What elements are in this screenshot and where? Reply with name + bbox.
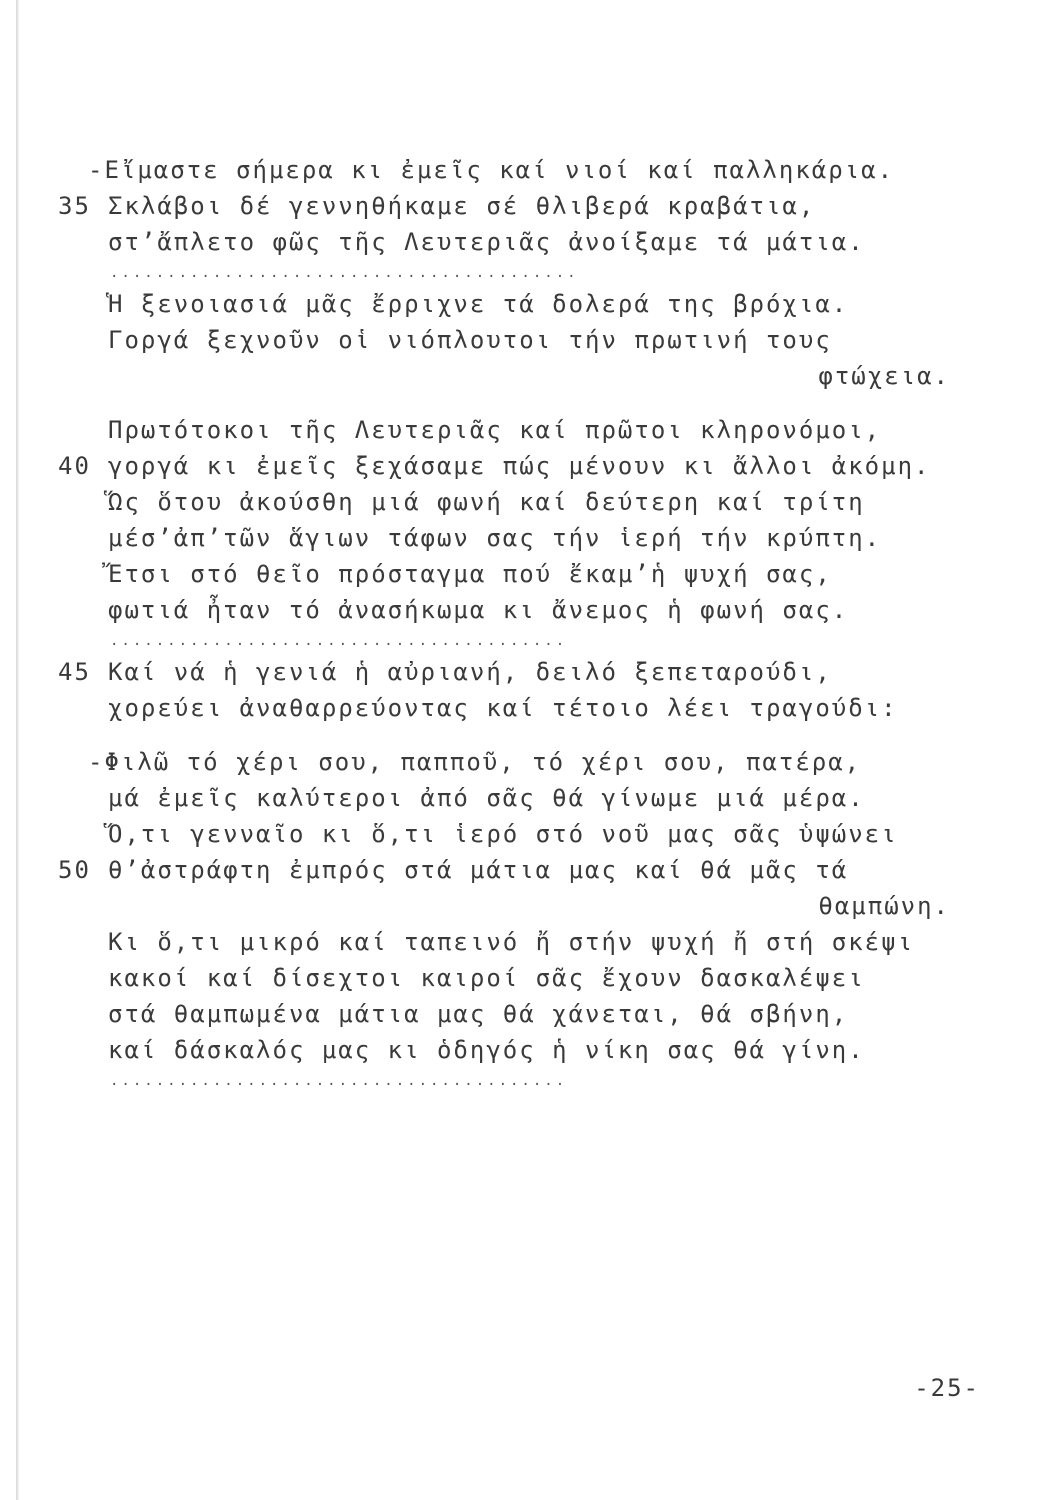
verse-text: -Εἴμαστε σήμερα κι ἐμεῖς καί νιοί καί παλληκάρια. bbox=[88, 156, 895, 184]
separator-text: ........................................ bbox=[110, 1073, 568, 1089]
verse-text: θαμπώνη. bbox=[818, 892, 950, 920]
verse-line bbox=[0, 1032, 1062, 1068]
verse-line bbox=[0, 520, 1062, 556]
verse-line bbox=[0, 286, 1062, 322]
verse-text: φωτιά ἦταν τό ἀνασήκωμα κι ἄνεμος ἡ φωνή σας. bbox=[108, 596, 849, 624]
verse-line bbox=[0, 412, 1062, 448]
verse-line-continuation bbox=[0, 358, 1062, 394]
verse-text: Καί νά ἡ γενιά ἡ αὐριανή, δειλό ξεπεταρούδι, bbox=[108, 658, 832, 686]
stanza-gap bbox=[0, 394, 1062, 412]
separator-text: ........................................ bbox=[110, 633, 568, 649]
separator-dots bbox=[0, 260, 1062, 286]
verse-line bbox=[0, 152, 1062, 188]
verse-text: Ὥς ὅτου ἀκούσθη μιά φωνή καί δεύτερη καί τρίτη bbox=[108, 488, 865, 516]
verse-line bbox=[0, 780, 1062, 816]
verse-line bbox=[0, 924, 1062, 960]
verse-line bbox=[0, 592, 1062, 628]
verse-line bbox=[0, 224, 1062, 260]
verse-text: κακοί καί δίσεχτοι καιροί σᾶς ἔχουν δασκαλέψει bbox=[108, 964, 865, 992]
verse-line bbox=[0, 654, 1062, 690]
line-number: 35 bbox=[58, 192, 91, 220]
verse-line bbox=[0, 852, 1062, 888]
verse-text: στά θαμπωμένα μάτια μας θά χάνεται, θά σβήνη, bbox=[108, 1000, 849, 1028]
line-number: 40 bbox=[58, 452, 91, 480]
verse-line bbox=[0, 556, 1062, 592]
verse-text: Πρωτότοκοι τῆς Λευτεριᾶς καί πρῶτοι κληρονόμοι, bbox=[108, 416, 882, 444]
verse-line bbox=[0, 744, 1062, 780]
stanza-gap bbox=[0, 726, 1062, 744]
verse-text: φτώχεια. bbox=[818, 362, 950, 390]
verse-line bbox=[0, 484, 1062, 520]
verse-text: θ’ἀστράφτη ἐμπρός στά μάτια μας καί θά μᾶς τά bbox=[108, 856, 849, 884]
verse-text: Κι ὅ,τι μικρό καί ταπεινό ἤ στήν ψυχή ἤ στή σκέψι bbox=[108, 928, 915, 956]
verse-text: Ἔτσι στό θεῖο πρόσταγμα πού ἔκαμ’ἡ ψυχή σας, bbox=[108, 560, 832, 588]
separator-dots bbox=[0, 628, 1062, 654]
verse-text: μέσ’ἀπ’τῶν ἅγιων τάφων σας τήν ἱερή τήν κρύπτη. bbox=[108, 524, 882, 552]
poem-body bbox=[0, 152, 1062, 1094]
verse-text: στ’ἄπλετο φῶς τῆς Λευτεριᾶς ἀνοίξαμε τά μάτια. bbox=[108, 228, 865, 256]
verse-line bbox=[0, 188, 1062, 224]
verse-text: καί δάσκαλός μας κι ὁδηγός ἡ νίκη σας θά γίνη. bbox=[108, 1036, 865, 1064]
verse-line bbox=[0, 322, 1062, 358]
verse-text: μά ἐμεῖς καλύτεροι ἀπό σᾶς θά γίνωμε μιά μέρα. bbox=[108, 784, 865, 812]
verse-line bbox=[0, 690, 1062, 726]
separator-text: ......................................... bbox=[110, 265, 579, 281]
verse-text: χορεύει ἀναθαρρεύοντας καί τέτοιο λέει τραγούδι: bbox=[108, 694, 898, 722]
verse-text: Γοργά ξεχνοῦν οἱ νιόπλουτοι τήν πρωτινή τους bbox=[108, 326, 832, 354]
verse-text: Σκλάβοι δέ γεννηθήκαμε σέ θλιβερά κραβάτια, bbox=[108, 192, 816, 220]
verse-text: Ἡ ξενοιασιά μᾶς ἔρριχνε τά δολερά της βρόχια. bbox=[108, 290, 849, 318]
verse-line bbox=[0, 960, 1062, 996]
verse-text: γοργά κι ἐμεῖς ξεχάσαμε πώς μένουν κι ἄλλοι ἀκόμη. bbox=[108, 452, 931, 480]
line-number: 50 bbox=[58, 856, 91, 884]
separator-dots bbox=[0, 1068, 1062, 1094]
line-number: 45 bbox=[58, 658, 91, 686]
verse-line bbox=[0, 996, 1062, 1032]
verse-text: Ὅ,τι γενναῖο κι ὅ,τι ἱερό στό νοῦ μας σᾶς ὑψώνει bbox=[108, 820, 898, 848]
verse-line bbox=[0, 448, 1062, 484]
page-number: -25- bbox=[914, 1374, 980, 1402]
verse-line bbox=[0, 816, 1062, 852]
verse-line-continuation bbox=[0, 888, 1062, 924]
verse-text: -Φιλῶ τό χέρι σου, παπποῦ, τό χέρι σου, πατέρα, bbox=[88, 748, 862, 776]
